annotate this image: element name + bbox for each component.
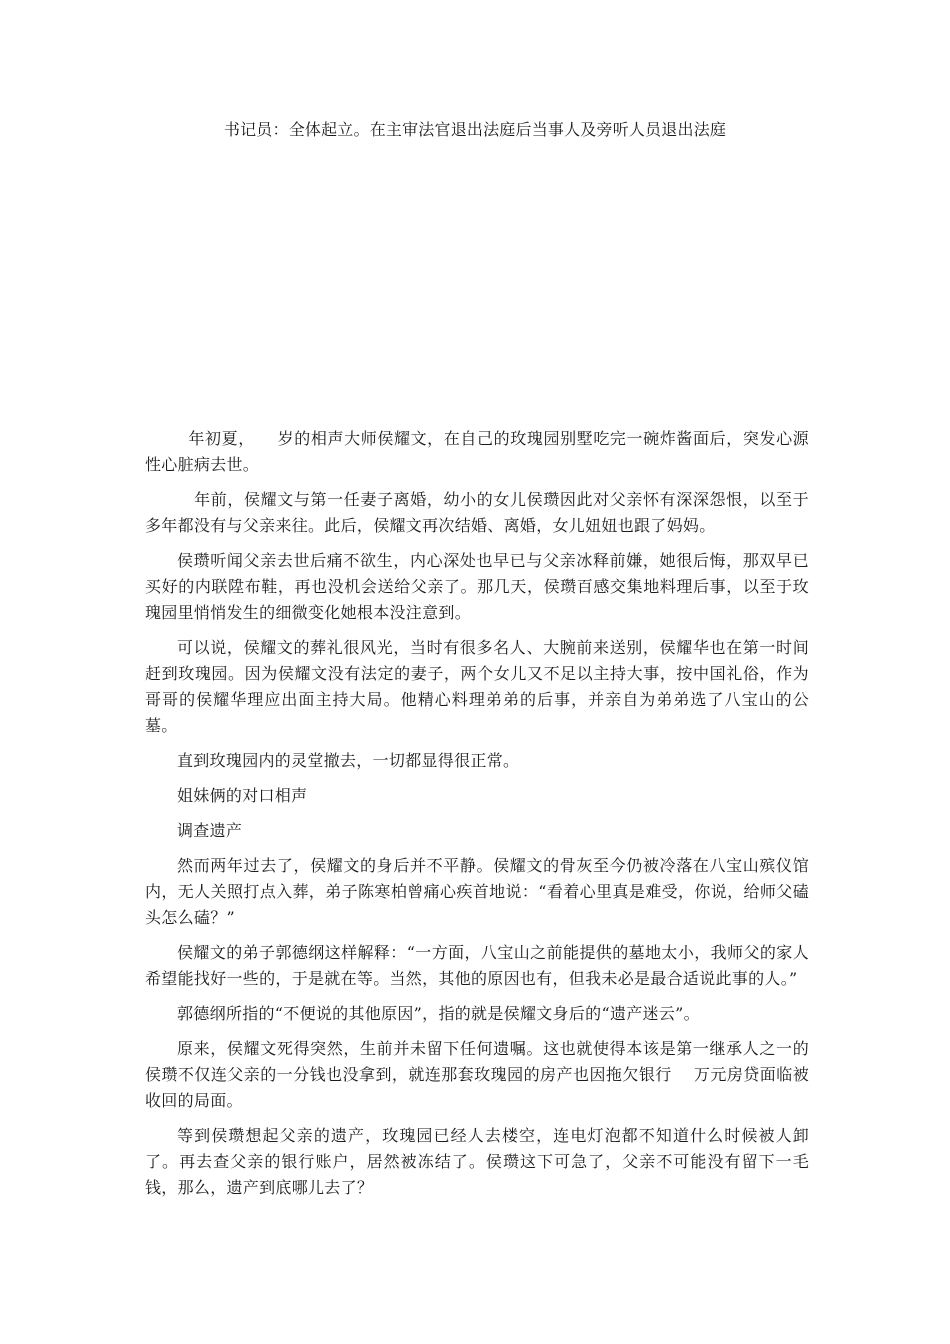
paragraph-5: 直到玫瑰园内的灵堂撤去，一切都显得很正常。 <box>177 751 520 770</box>
paragraph-11: 原来，侯耀文死得突然，生前并未留下任何遗嘱。这也就使得本该是第一继承人之一的侯瓒不仅连父亲的一分钱也没拿到，就连那套玫瑰园的房产也因拖欠银行 万元房贷面临被收回的局面。 <box>145 1039 809 1110</box>
paragraph-8: 然而两年过去了，侯耀文的身后并不平静。侯耀文的骨灰至今仍被冷落在八宝山殡仪馆内，无人关照打点入葬，弟子陈寒柏曾痛心疾首地说：“看着心里真是难受，你说，给师父磕头怎么磕？” <box>145 856 809 927</box>
section-heading-investigation: 调查遗产 <box>177 821 243 840</box>
clerk-announcement: 书记员：全体起立。在主审法官退出法庭后当事人及旁听人员退出法庭 <box>223 120 727 139</box>
paragraph-10: 郭德纲所指的“不便说的其他原因”，指的就是侯耀文身后的“遗产迷云”。 <box>177 1004 700 1023</box>
paragraph-9: 侯耀文的弟子郭德纲这样解释：“一方面，八宝山之前能提供的墓地太小，我师父的家人希望能找好一些的，于是就在等。当然，其他的原因也有，但我未必是最合适说此事的人。” <box>145 943 809 988</box>
article-body <box>145 426 831 1210</box>
paragraph-3: 侯瓒听闻父亲去世后痛不欲生，内心深处也早已与父亲冰释前嫌，她很后悔，那双早已买好的内联陞布鞋，再也没机会送给父亲了。那几天，侯瓒百感交集地料理后事，以至于玫瑰园里悄悄发生的细微变化她根本没注意到。 <box>145 551 809 622</box>
section-heading-sisters: 姐妹俩的对口相声 <box>177 786 308 805</box>
paragraph-4: 可以说，侯耀文的葬礼很风光，当时有很多名人、大腕前来送别，侯耀华也在第一时间赶到玫瑰园。因为侯耀文没有法定的妻子，两个女儿又不足以主持大事，按中国礼俗，作为哥哥的侯耀华理应出面主持大局。他精心料理弟弟的后事，并亲自为弟弟选了八宝山的公墓。 <box>145 638 809 735</box>
paragraph-12: 等到侯瓒想起父亲的遗产，玫瑰园已经人去楼空，连电灯泡都不知道什么时候被人卸了。再去查父亲的银行账户，居然被冻结了。侯瓒这下可急了，父亲不可能没有留下一毛钱，那么，遗产到底哪儿去了？ <box>145 1126 809 1197</box>
paragraph-1: 年初夏， 岁的相声大师侯耀文，在自己的玫瑰园别墅吃完一碗炸酱面后，突发心源性心脏病去世。 <box>145 429 809 474</box>
paragraph-2: 年前，侯耀文与第一任妻子离婚，幼小的女儿侯瓒因此对父亲怀有深深怨恨，以至于 多年都没有与父亲来往。此后，侯耀文再次结婚、离婚，女儿妞妞也跟了妈妈。 <box>145 490 831 535</box>
